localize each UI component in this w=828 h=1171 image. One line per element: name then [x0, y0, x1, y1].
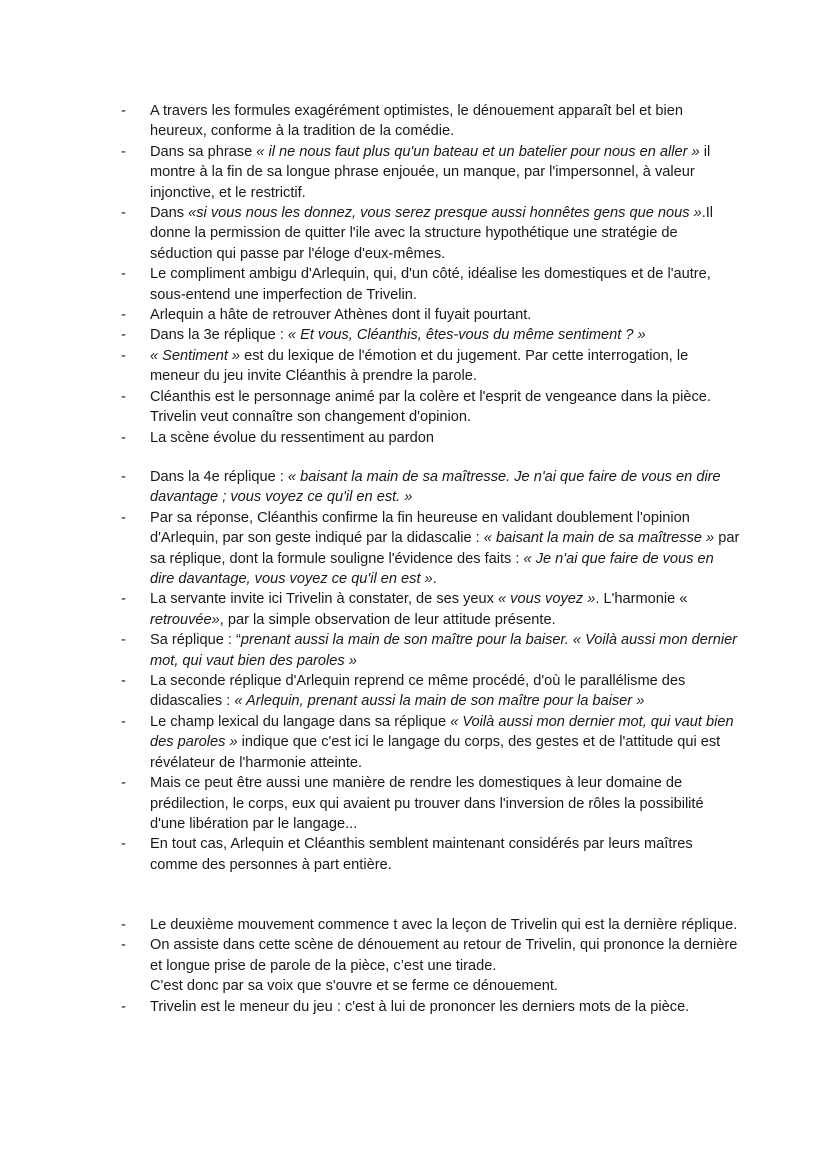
list-item [121, 325, 741, 345]
list-item-text [150, 203, 741, 264]
text-segment: indique que c'est ici le langage du corps, des gestes et de l'attitude qui est révélateur de l'harmonie atteinte. [150, 734, 721, 771]
quoted-text: « Et vous, Cléanthis, êtes-vous du même sentiment ? » [287, 327, 646, 344]
list-item [121, 935, 741, 976]
list-item-text [150, 915, 741, 935]
list-item [121, 467, 741, 508]
list-item-continuation [121, 976, 741, 996]
list-item-text [150, 305, 741, 325]
list-item [121, 834, 741, 875]
text-segment: .Il donne la permission de quitter l'ile avec la structure hypothétique une stratégie de séduction qui passe par l'éloge d'eux-mêmes. [150, 205, 714, 262]
bullet-dash: - [121, 327, 126, 344]
list-item-text [150, 997, 741, 1017]
list-item-text [150, 264, 741, 305]
bullet-dash: - [121, 713, 126, 730]
quoted-text: « baisant la main de sa maîtresse. Je n'ai que faire de vous en dire davantage ; vous voyez ce qu'il en est. » [150, 469, 721, 506]
text-segment: Dans sa phrase [150, 143, 257, 160]
quoted-text: « Voilà aussi mon dernier mot, qui vaut bien des paroles » [150, 713, 734, 751]
list-item-text [150, 630, 741, 671]
quoted-text: « vous voyez » [498, 591, 596, 608]
bullet-dash: - [121, 307, 126, 324]
bullet-dash: - [121, 205, 126, 222]
list-item-text [150, 935, 741, 976]
bullet-dash: - [121, 836, 126, 853]
text-segment: En tout cas, Arlequin et Cléanthis semblent maintenant considérés par leurs maîtres comme des personnes à part entière. [150, 836, 693, 873]
bullet-group-3 [121, 915, 741, 1017]
text-segment: . [432, 571, 437, 588]
text-segment: C'est donc par sa voix que s'ouvre et se ferme ce dénouement. [150, 978, 558, 995]
text-segment: Sa réplique : “ [150, 632, 241, 649]
text-segment: il montre à la fin de sa longue phrase enjouée, un manque, par l'impersonnel, à valeur injonctive, et le restrictif. [150, 143, 711, 201]
bullet-group-2 [121, 467, 741, 875]
text-segment: La scène évolue du ressentiment au pardon [150, 429, 434, 446]
bullet-dash: - [121, 937, 126, 954]
list-item [121, 997, 741, 1017]
bullet-dash: - [121, 347, 126, 364]
text-segment: est du lexique de l'émotion et du jugement. Par cette interrogation, le meneur du jeu invite Cléanthis à prendre la parole. [150, 347, 689, 385]
bullet-dash: - [121, 143, 126, 160]
list-item-text [150, 428, 741, 448]
text-segment: La servante invite ici Trivelin à constater, de ses yeux [150, 591, 498, 608]
list-item [121, 428, 741, 448]
list-item [121, 712, 741, 773]
list-item [121, 773, 741, 834]
list-item-text [150, 773, 741, 834]
text-segment: Trivelin est le meneur du jeu : c'est à lui de prononcer les derniers mots de la pièce. [150, 998, 690, 1015]
list-item-text [150, 834, 741, 875]
text-segment: Mais ce peut être aussi une manière de rendre les domestiques à leur domaine de prédilection, le corps, eux qui avaient pu trouver dans l'inversion de rôles la possibilité d'une libération par le langage... [150, 775, 704, 832]
list-item [121, 305, 741, 325]
list-item [121, 589, 741, 630]
list-item [121, 101, 741, 142]
list-item-text [150, 325, 741, 345]
list-item [121, 671, 741, 712]
quoted-text: « Je n'ai que faire de vous en dire davantage, vous voyez ce qu'il en est » [150, 550, 714, 588]
list-item-text [150, 978, 558, 994]
quoted-text: « Sentiment » [150, 347, 241, 364]
quoted-text: prenant aussi la main de son maître pour la baiser. « Voilà aussi mon dernier mot, qui vaut bien des paroles » [150, 632, 738, 669]
bullet-dash: - [121, 998, 126, 1015]
quoted-text: «si vous nous les donnez, vous serez presque aussi honnêtes gens que nous » [188, 205, 702, 222]
list-item-text [150, 467, 741, 508]
text-segment: Par sa réponse, Cléanthis confirme la fin heureuse en validant doublement l'opinion d'Arlequin, par son geste indiqué par la didascalie : [150, 509, 690, 547]
text-segment: Le deuxième mouvement commence t avec la leçon de Trivelin qui est la dernière réplique. [150, 917, 738, 933]
bullet-dash: - [121, 673, 126, 690]
bullet-dash: - [121, 509, 126, 526]
bullet-dash: - [121, 103, 126, 119]
bullet-group-1 [121, 101, 741, 448]
bullet-dash: - [121, 429, 126, 446]
bullet-dash: - [121, 775, 126, 792]
bullet-dash: - [121, 266, 126, 283]
list-item [121, 203, 741, 264]
text-segment: La seconde réplique d'Arlequin reprend ce même procédé, d'où le parallélisme des didascalies : [150, 673, 686, 710]
bullet-dash: - [121, 632, 126, 649]
list-item [121, 630, 741, 671]
list-item-text [150, 589, 741, 630]
text-segment: Dans la 4e réplique : [150, 469, 288, 485]
text-segment: . L'harmonie « [595, 591, 688, 608]
list-item [121, 387, 741, 428]
list-item-text [150, 101, 741, 142]
list-item-text [150, 142, 741, 203]
text-segment: A travers les formules exagérément optimistes, le dénouement apparaît bel et bien heureux, conforme à la tradition de la comédie. [150, 103, 683, 140]
text-segment: Arlequin a hâte de retrouver Athènes dont il fuyait pourtant. [150, 307, 532, 324]
list-item-text [150, 387, 741, 428]
text-segment: Le champ lexical du langage dans sa réplique [150, 713, 451, 730]
bullet-dash: - [121, 469, 126, 485]
list-item-text [150, 671, 741, 712]
text-segment: Dans la 3e réplique : [150, 327, 288, 344]
list-item [121, 508, 741, 590]
list-item-text [150, 508, 741, 590]
text-segment: On assiste dans cette scène de dénouement au retour de Trivelin, qui prononce la dernière et longue prise de parole de la pièce, c’est une tirade. [150, 937, 738, 974]
quoted-text: « Arlequin, prenant aussi la main de son maître pour la baiser » [234, 693, 645, 710]
text-segment: Le compliment ambigu d'Arlequin, qui, d'un côté, idéalise les domestiques et de l'autre, sous-entend une imperfection de Trivelin. [150, 266, 711, 303]
quoted-text: « baisant la main de sa maîtresse » [483, 530, 715, 547]
text-segment: par sa réplique, dont la formule souligne l'évidence des faits : [150, 530, 740, 567]
bullet-dash: - [121, 591, 126, 608]
list-item [121, 142, 741, 203]
list-item-text [150, 346, 741, 387]
text-segment: Cléanthis est le personnage animé par la colère et l'esprit de vengeance dans la pièce. Trivelin veut connaître son changement d'opinion. [150, 388, 711, 426]
bullet-dash: - [121, 917, 126, 933]
list-item [121, 915, 741, 935]
quoted-text: « il ne nous faut plus qu'un bateau et un batelier pour nous en aller » [256, 143, 700, 160]
list-item [121, 264, 741, 305]
list-item [121, 346, 741, 387]
list-item-text [150, 712, 741, 773]
quoted-text: retrouvée» [150, 611, 220, 628]
text-segment: , par la simple observation de leur attitude présente. [219, 611, 556, 628]
bullet-dash: - [121, 388, 126, 405]
text-segment: Dans [150, 205, 189, 222]
